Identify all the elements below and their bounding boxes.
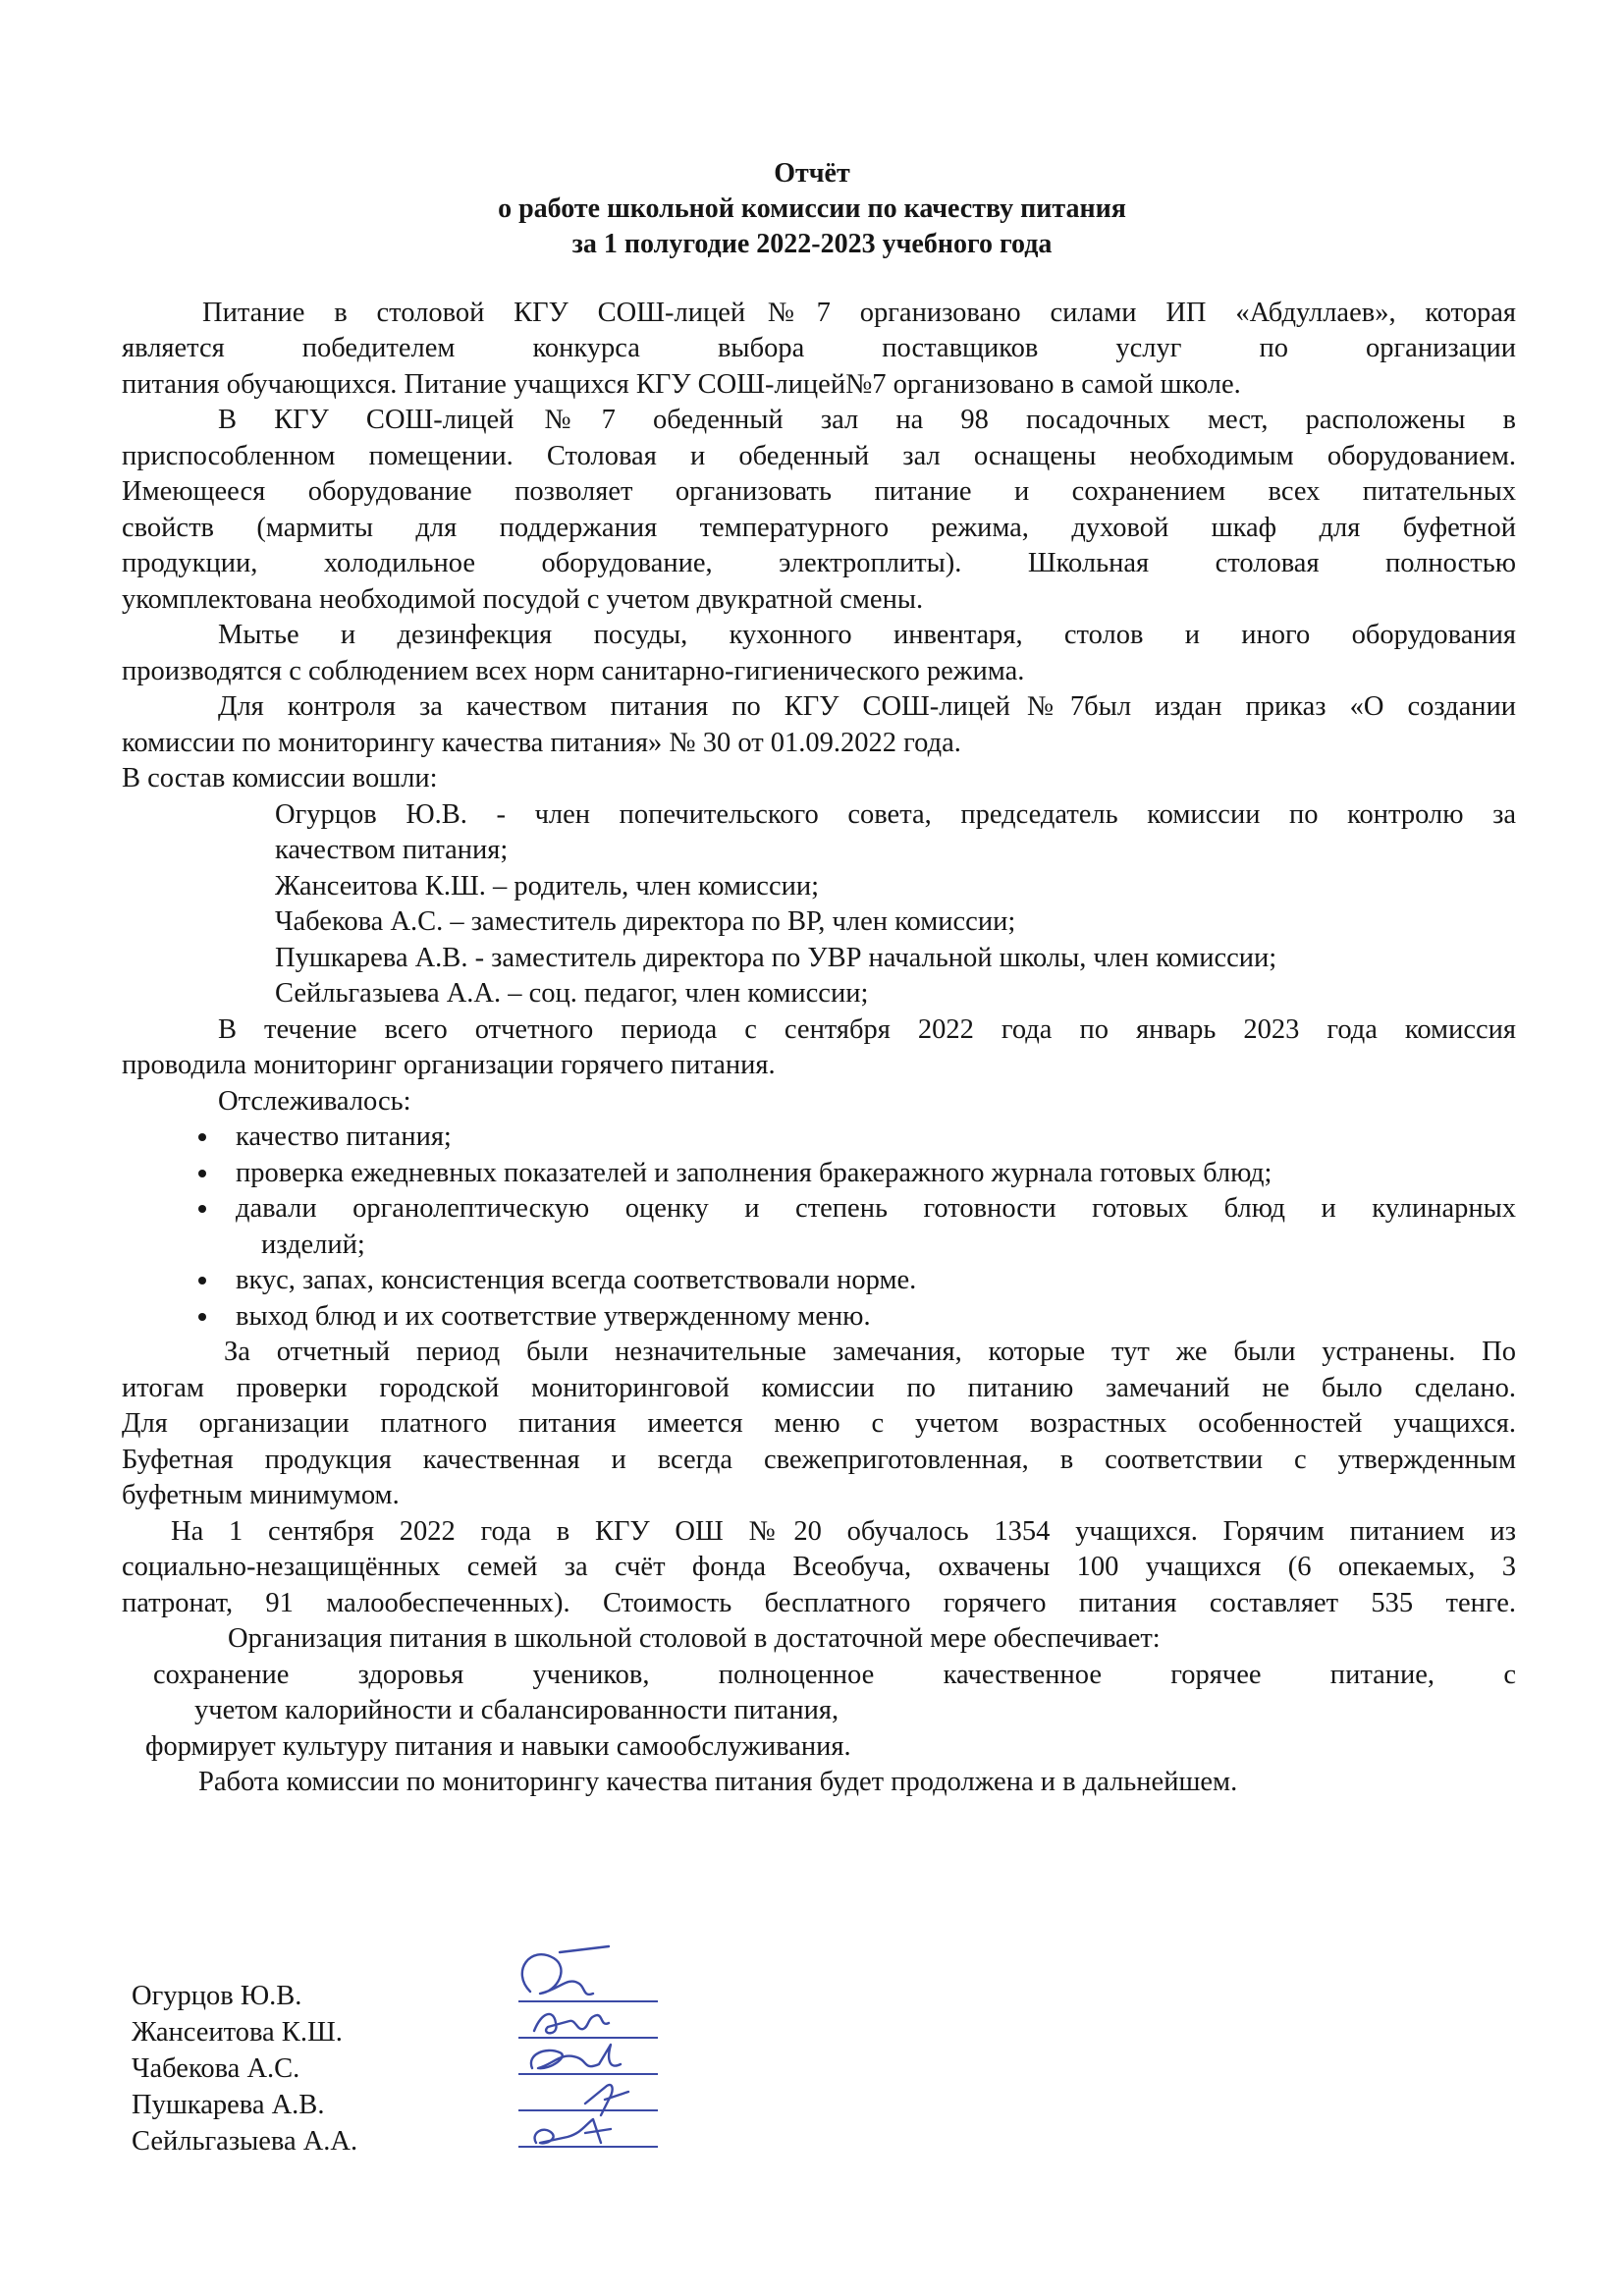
member-line: Пушкарева А.В. - заместитель директора по УВР начальной школы, член комиссии; xyxy=(275,943,1277,973)
text-line: Для контроля за качеством питания по КГУ СОШ-лицей№7был издан приказ «О создании xyxy=(218,691,1516,722)
member-line: Жансеитова К.Ш. – родитель, член комиссии; xyxy=(275,871,820,902)
signatures-block xyxy=(491,1933,687,2168)
text-line: питания обучающихся. Питание учащихся КГУ СОШ-лицей№7 организовано в самой школе. xyxy=(122,369,1241,400)
text-line: проводила мониторинг организации горячего питания. xyxy=(122,1050,776,1080)
text-line: буфетным минимумом. xyxy=(122,1480,400,1510)
text-line: комиссии по мониторингу качества питания» № 30 от 01.09.2022 года. xyxy=(122,728,961,758)
signer-name: Сейльгазыева А.А. xyxy=(132,2126,358,2157)
text-line: Имеющееся оборудование позволяет организовать питание и сохранением всех питательных xyxy=(122,476,1516,507)
text-line: приспособленном помещении. Столовая и обеденный зал оснащены необходимым оборудованием. xyxy=(122,441,1516,471)
signature-names xyxy=(132,1978,357,2159)
text-line: Работа комиссии по мониторингу качества питания будет продолжена и в дальнейшем. xyxy=(198,1767,1238,1797)
text-line: производятся с соблюдением всех норм санитарно-гигиенического режима. xyxy=(122,656,1025,686)
text-line: продукции, холодильное оборудование, электроплиты). Школьная столовая полностью xyxy=(122,548,1516,578)
bullet-item: вкус, запах, консистенция всегда соответствовали норме. xyxy=(236,1264,1516,1297)
signature-ogurtsov xyxy=(522,1946,609,1995)
member-line: Огурцов Ю.В. - член попечительского совета, председатель комиссии по контролю за xyxy=(275,799,1516,830)
doc-title: Отчёт xyxy=(774,158,850,189)
signer-name: Огурцов Ю.В. xyxy=(132,1981,302,2011)
doc-subtitle: о работе школьной комиссии по качеству питания xyxy=(498,193,1126,224)
signer-name: Пушкарева А.В. xyxy=(132,2090,325,2120)
text-line: свойств (мармиты для поддержания температурного режима, духовой шкаф для буфетной xyxy=(122,513,1516,543)
doc-period: за 1 полугодие 2022-2023 учебного года xyxy=(571,229,1053,259)
text-line: учетом калорийности и сбалансированности питания, xyxy=(194,1695,839,1725)
text-line: формирует культуру питания и навыки самообслуживания. xyxy=(145,1731,851,1762)
signer-name: Чабекова А.С. xyxy=(132,2053,300,2084)
text-line: Питание в столовой КГУ СОШ-лицей№7 организовано силами ИП «Абдуллаев», которая xyxy=(202,298,1516,328)
bullet-item: давали органолептическую оценку и степень готовности готовых блюд и кулинарных xyxy=(236,1193,1516,1224)
text-line: сохранение здоровья учеников, полноценное качественное горячее питание, с xyxy=(153,1660,1516,1690)
text-line: является победителем конкурса выбора поставщиков услуг по организации xyxy=(122,333,1516,363)
text-line: В КГУ СОШ-лицей№7 обеденный зал на 98 посадочных мест, расположены в xyxy=(218,405,1516,435)
bullet-item: проверка ежедневных показателей и заполнения бракеражного журнала готовых блюд; xyxy=(236,1157,1516,1190)
signature-zhanseitova xyxy=(534,2014,609,2033)
text-line: социально-незащищённых семей за счёт фонда Всеобуча, охвачены 100 учащихся (6 опекаемых, 3 xyxy=(122,1552,1516,1582)
text-line: итогам проверки городской мониторинговой комиссии по питанию замечаний не было сделано. xyxy=(122,1373,1516,1403)
text-line: укомплектована необходимой посудой с учетом двукратной смены. xyxy=(122,584,924,615)
text-line: Буфетная продукция качественная и всегда свежеприготовленная, в соответствии с утвержденным xyxy=(122,1445,1516,1475)
text-line: Отслеживалось: xyxy=(218,1086,411,1117)
text-line: На 1 сентября 2022 года в КГУ ОШ №20 обучалось 1354 учащихся. Горячим питанием из xyxy=(171,1516,1516,1547)
text-line: За отчетный период были незначительные замечания, которые тут же были устранены. По xyxy=(224,1337,1516,1367)
text-line: В течение всего отчетного периода с сентября 2022 года по январь 2023 года комиссия xyxy=(218,1014,1516,1045)
signer-name: Жансеитова К.Ш. xyxy=(132,2017,343,2048)
text-line: В состав комиссии вошли: xyxy=(122,763,438,793)
member-line: Чабекова А.С. – заместитель директора по ВР, член комиссии; xyxy=(275,906,1016,937)
signature-chabekova xyxy=(531,2045,621,2068)
text-line: патронат, 91 малообеспеченных). Стоимость бесплатного горячего питания составляет 535 тенге. xyxy=(122,1588,1516,1618)
member-line: качеством питания; xyxy=(275,835,509,865)
text-line: Для организации платного питания имеется меню с учетом возрастных особенностей учащихся. xyxy=(122,1408,1516,1439)
bullet-item: качество питания; xyxy=(236,1121,1516,1154)
member-line: Сейльгазыева А.А. – соц. педагог, член комиссии; xyxy=(275,978,869,1009)
text-line: Мытье и дезинфекция посуды, кухонного инвентаря, столов и иного оборудования xyxy=(218,620,1516,650)
bullet-item-continued: изделий; xyxy=(261,1230,365,1260)
signature-seilgazyeva xyxy=(535,2119,611,2143)
text-line: Организация питания в школьной столовой в достаточной мере обеспечивает: xyxy=(228,1623,1161,1654)
bullet-item: выход блюд и их соответствие утвержденному меню. xyxy=(236,1300,1516,1334)
